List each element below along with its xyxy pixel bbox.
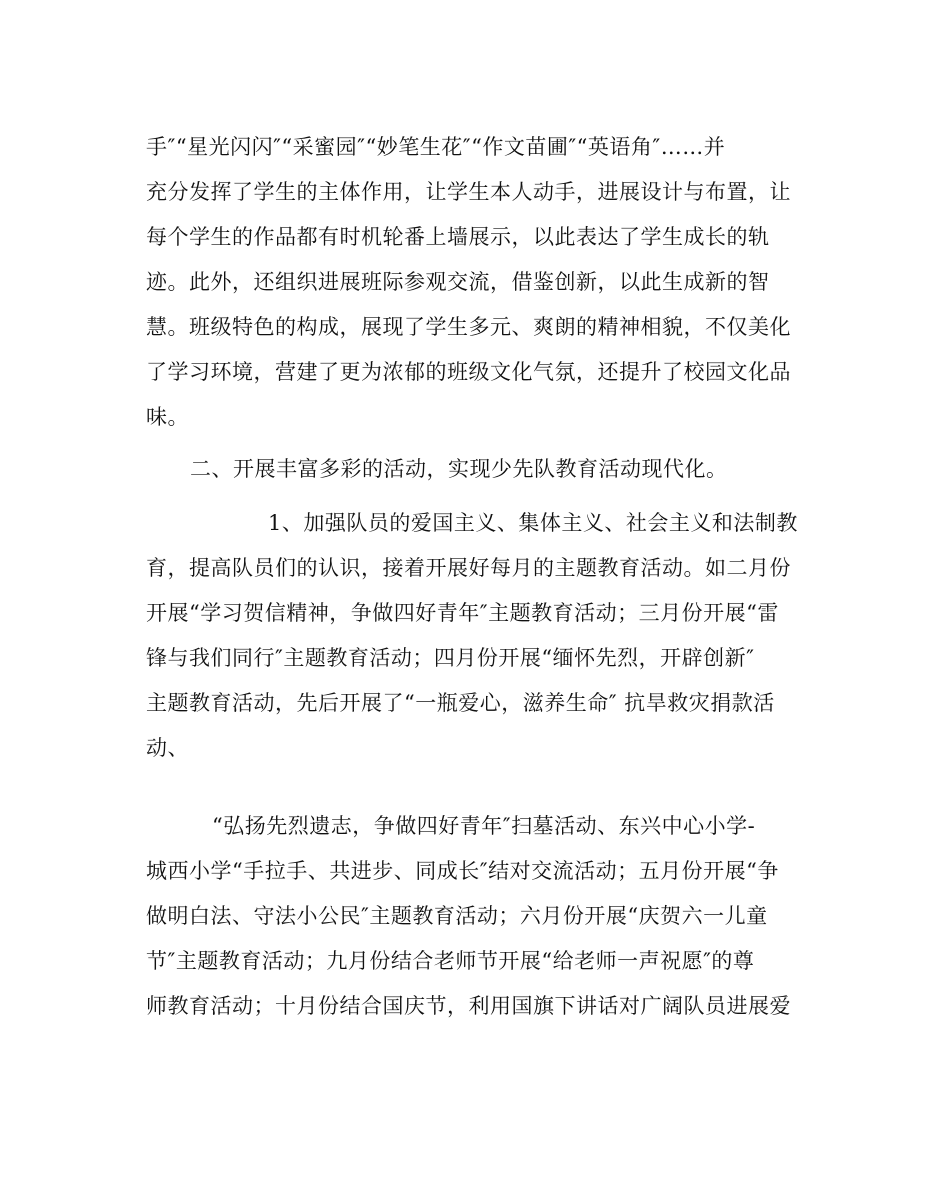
paragraph-line: 迹。此外，还组织进展班际参观交流，借鉴创新，以此生成新的智: [146, 270, 770, 294]
paragraph-line: 开展“学习贺信精神，争做四好青年″主题教育活动；三月份开展“雷: [146, 601, 779, 625]
paragraph-line: 味。: [146, 405, 189, 429]
paragraph-line: 每个学生的作品都有时机轮番上墙展示，以此表达了学生成长的轨: [146, 225, 770, 249]
list-item-heading: 1、加强队员的爱国主义、集体主义、社会主义和法制教: [268, 511, 798, 535]
paragraph-line: 节″主题教育活动；九月份结合老师节开展“给老师一声祝愿″的尊: [146, 949, 755, 973]
paragraph-line: 手″“星光闪闪″“采蜜园″“妙笔生花″“作文苗圃″“英语角″……并: [146, 135, 726, 159]
paragraph-line: “弘扬先烈遗志，争做四好青年″扫墓活动、东兴中心小学-: [212, 814, 756, 838]
paragraph-line: 慧。班级特色的构成，展现了学生多元、爽朗的精神相貌，不仅美化: [146, 315, 791, 339]
paragraph-line: 城西小学“手拉手、共进步、同成长″结对交流活动；五月份开展“争: [146, 859, 779, 883]
paragraph-line: 了学习环境，营建了更为浓郁的班级文化气氛，还提升了校园文化品: [146, 360, 791, 384]
section-heading: 二、开展丰富多彩的活动，实现少先队教育活动现代化。: [190, 457, 728, 481]
paragraph-line: 动、: [146, 736, 189, 760]
paragraph-line: 师教育活动；十月份结合国庆节，利用国旗下讲话对广阔队员进展爱: [146, 994, 791, 1018]
paragraph-line: 锋与我们同行″主题教育活动；四月份开展“缅怀先烈，开辟创新″: [146, 646, 755, 670]
paragraph-line: 做明白法、守法小公民″主题教育活动；六月份开展“庆贺六一儿童: [146, 904, 768, 928]
paragraph-line: 育，提高队员们的认识，接着开展好每月的主题教育活动。如二月份: [146, 556, 791, 580]
paragraph-line: 充分发挥了学生的主体作用，让学生本人动手，进展设计与布置，让: [146, 180, 791, 204]
paragraph-line: 主题教育活动，先后开展了“一瓶爱心，滋养生命″ 抗旱救灾捐款活: [146, 691, 775, 715]
